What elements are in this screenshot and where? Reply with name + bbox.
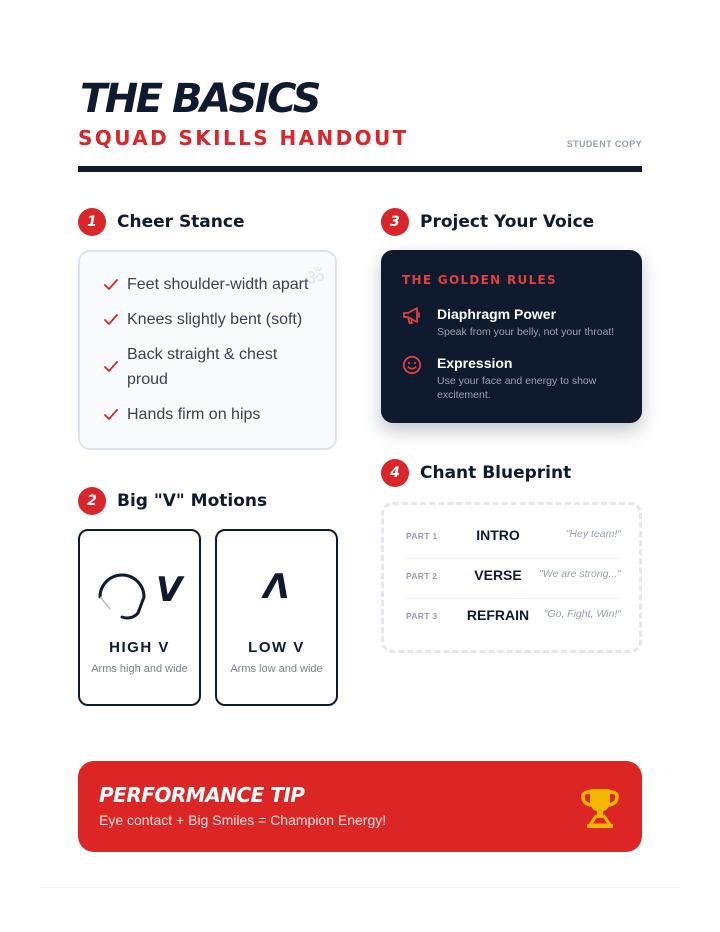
part-label: PART 2 (406, 571, 438, 581)
list-item-text: Knees slightly bent (soft) (127, 311, 303, 328)
tip-text: Eye contact + Big Smiles = Champion Energy! (99, 812, 387, 828)
om-symbol-icon: ॐ (304, 265, 325, 290)
copy-label: STUDENT COPY (566, 139, 642, 149)
rule-description: Use your face and energy to show excitement. (437, 375, 597, 401)
part-label: PART 3 (406, 611, 438, 621)
header-divider (78, 166, 642, 172)
section-title: Project Your Voice (420, 212, 595, 232)
table-row (406, 519, 621, 559)
checkmark-icon (104, 314, 118, 326)
section-motions-header (78, 486, 267, 516)
section-stance-header (78, 207, 245, 237)
trophy-icon (580, 786, 620, 828)
high-v-card (78, 529, 201, 706)
tip-title: PERFORMANCE TIP (99, 783, 305, 807)
smile-icon (402, 355, 422, 375)
golden-rules-card (381, 250, 642, 423)
page-title: THE BASICS (80, 76, 319, 122)
section-number-badge: 2 (78, 487, 106, 515)
card-description: Arms high and wide (91, 663, 188, 675)
megaphone-icon (402, 306, 422, 326)
footer-divider (40, 887, 680, 888)
part-name: VERSE (474, 567, 522, 583)
list-item-text: Back straight & chest proud (127, 346, 278, 388)
rule-title: Diaphragm Power (437, 306, 557, 322)
low-v-card (215, 529, 338, 706)
golden-rules-title: THE GOLDEN RULES (402, 273, 557, 287)
stance-checklist-card (78, 250, 337, 450)
list-item-text: Hands firm on hips (127, 406, 261, 423)
section-title: Big "V" Motions (117, 491, 268, 511)
list-item (104, 307, 319, 332)
list-item (104, 342, 319, 392)
performance-tip-banner (78, 761, 642, 852)
checkmark-icon (104, 279, 118, 291)
rule-title: Expression (437, 355, 513, 371)
high-v-glyph: V (156, 570, 183, 610)
high-v-illustration (94, 565, 190, 625)
stance-checklist (104, 272, 319, 437)
part-label: PART 1 (406, 531, 438, 541)
part-quote: "Hey team!" (565, 528, 621, 540)
section-chant-header (381, 458, 571, 488)
checkmark-icon (104, 361, 118, 373)
part-quote: "Go, Fight, Win!" (543, 608, 621, 620)
section-voice-header (381, 207, 594, 237)
section-number-badge: 3 (381, 208, 409, 236)
card-description: Arms low and wide (230, 663, 323, 675)
chant-blueprint-card (381, 502, 642, 653)
list-item-text: Feet shoulder-width apart (127, 276, 309, 293)
card-title: LOW V (248, 639, 305, 656)
page-subtitle: SQUAD SKILLS HANDOUT (78, 126, 409, 150)
card-title: HIGH V (109, 639, 170, 656)
table-row (406, 559, 621, 599)
table-row (406, 599, 621, 638)
checkmark-icon (104, 409, 118, 421)
part-quote: "We are strong..." (539, 568, 621, 580)
list-item (104, 272, 319, 297)
rule-description: Speak from your belly, not your throat! (437, 326, 615, 338)
part-name: REFRAIN (466, 607, 530, 623)
section-number-badge: 1 (78, 208, 106, 236)
section-title: Chant Blueprint (420, 463, 572, 483)
list-item (104, 402, 319, 427)
section-title: Cheer Stance (117, 212, 245, 232)
section-number-badge: 4 (381, 459, 409, 487)
part-name: INTRO (476, 527, 520, 543)
low-v-glyph: Λ (263, 567, 290, 607)
